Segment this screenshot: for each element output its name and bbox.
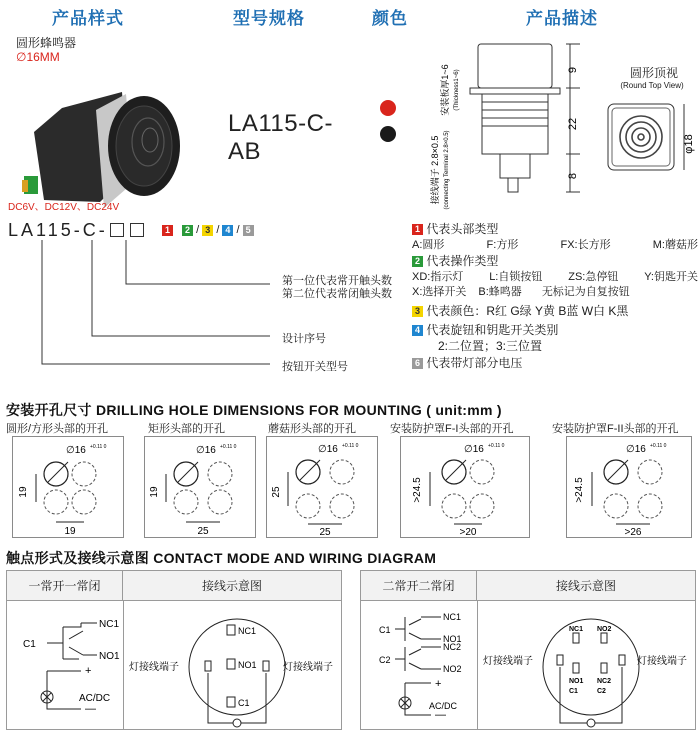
spec-2-item: X:选择开关 (412, 286, 467, 298)
drill-3-v: 25 (271, 486, 282, 498)
wiring-left-plus: + (85, 665, 92, 677)
spec-2-title-row (412, 252, 700, 268)
drill-caption-1: 圆形/方形头部的开孔 (6, 423, 109, 435)
drill-3-h: 25 (319, 527, 331, 538)
drill-2-dia: ∅16 (196, 445, 216, 456)
wiring-right-plus: + (435, 678, 442, 690)
code-box-green: 2 (182, 225, 193, 236)
wiring-left-mode: 一常开一常闭 (7, 571, 123, 601)
spec-2-item: L:自锁按钮 (489, 271, 543, 283)
drill-hole-1 (12, 436, 124, 538)
spec-2-line (412, 268, 700, 283)
drill-4-v: >24.5 (412, 477, 423, 503)
spec-4-title-row (412, 321, 700, 337)
spec-1-title: 代表头部类型 (426, 222, 499, 236)
top-view-title: 圆形顶视 (629, 66, 678, 80)
header-model-spec: 型号规格 (233, 9, 305, 28)
spec-3-num: 3 (412, 306, 423, 317)
spec-2-item: 无标记为自复按钮 (541, 286, 630, 298)
code-color-boxes (162, 224, 254, 236)
drill-5-v: >24.5 (574, 477, 585, 503)
spec-1-item: A:圆形 (412, 239, 445, 251)
wiring-right-c2: C2 (379, 655, 391, 665)
wiring-right-no2: NO2 (443, 664, 462, 674)
drill-caption-2: 矩形头部的开孔 (148, 423, 225, 435)
product-voltages: DC6V、DC12V、DC24V (8, 202, 120, 213)
dim-bot: 8 (567, 172, 579, 180)
circle-left-nc1: NC1 (238, 626, 257, 636)
drill-4-dia: ∅16 (464, 444, 484, 455)
wiring-left-minus: — (85, 703, 96, 715)
callout-nc-count: 第二位代表常闭触头数 (282, 288, 392, 300)
code-callout-lines (0, 236, 400, 366)
code-sep: / (216, 224, 220, 236)
wiring-left-diagram: 接线示意图 (123, 571, 341, 601)
top-view-en: (Round Top View) (620, 81, 684, 90)
wiring-left-nc1: NC1 (99, 619, 120, 630)
thickness-label: 安装板厚1~6 (440, 64, 450, 116)
spec-6-num: 6 (412, 358, 423, 369)
spec-2-item: Y:钥匙开关 (644, 271, 698, 283)
code-box-2 (130, 223, 144, 237)
spec-4-line (412, 337, 700, 354)
spec-6-row (412, 354, 700, 370)
spec-4-item: 2:二位置；3:三位置 (438, 339, 543, 353)
circle-right-no2: NO2 (597, 626, 612, 633)
circle-left-no1: NO1 (238, 660, 257, 670)
spec-1-item: M:蘑菇形 (652, 239, 698, 251)
wiring-right-c1: C1 (379, 625, 391, 635)
header-description: 产品描述 (526, 9, 598, 28)
code-prefix: LA115-C- (8, 220, 108, 240)
drill-4-h: >20 (459, 527, 477, 538)
drill-title: 安装开孔尺寸 DRILLING HOLE DIMENSIONS FOR MOUNTING ( unit:mm ) (6, 402, 502, 418)
wiring-right-no1: NO1 (443, 634, 462, 644)
callout-switch-model: 按钮开关型号 (282, 361, 348, 373)
contact-title: 触点形式及接线示意图 CONTACT MODE AND WIRING DIAGRAM (6, 550, 437, 566)
wiring-right-nc1: NC1 (443, 612, 462, 622)
circle-right-nc2: NC2 (597, 678, 612, 685)
spec-2-item: ZS:急停钮 (568, 271, 619, 283)
code-box-1 (110, 223, 124, 237)
thickness-en: (Thickness1~6) (454, 69, 460, 111)
spec-2-item: XD:指示灯 (412, 271, 464, 283)
drill-2-v: 19 (149, 486, 160, 498)
model-number: LA115-C-AB (228, 110, 333, 165)
color-swatch-black (380, 126, 396, 142)
spec-1-title-row (412, 220, 700, 236)
drill-5-h: >26 (624, 527, 642, 538)
wiring-right-nc2: NC2 (443, 642, 462, 652)
wiring-right-lamp-term2: 灯接线端子 (637, 656, 687, 667)
wiring-right-svg (361, 601, 695, 729)
drill-hole-5 (566, 436, 692, 538)
color-swatch-red (380, 100, 396, 116)
wiring-left-acdc: AC/DC (79, 693, 111, 704)
spec-2-num: 2 (412, 256, 423, 267)
wiring-left-lamp-term: 灯接线端子 (129, 662, 179, 673)
wiring-right-acdc: AC/DC (429, 701, 458, 711)
drill-5-dia: ∅16 (626, 444, 646, 455)
wiring-right-lamp-term: 灯接线端子 (483, 656, 533, 667)
spec-4-title: 代表旋钮和钥匙开关类别 (426, 323, 559, 337)
terminal-en: (connecting Terminal 2.8×0.5) (444, 130, 450, 210)
spec-3-title: 代表颜色：R红 G绿 Y黄 B蓝 W白 K黑 (426, 304, 629, 318)
terminal-label: 接线端子 2.8×0.5 (430, 135, 440, 205)
spec-1-line (412, 236, 700, 252)
code-box-grey: 5 (243, 225, 254, 236)
drill-2-tol: +0.11 0 (220, 444, 237, 450)
wiring-right-diagram: 接线示意图 (477, 571, 695, 601)
callout-no-count: 第一位代表常开触头数 (282, 275, 392, 287)
drill-3-dia: ∅16 (318, 444, 338, 455)
spec-6-title: 代表带灯部分电压 (426, 356, 523, 370)
callout-design-no: 设计序号 (282, 333, 326, 345)
drill-hole-2 (144, 436, 256, 538)
circle-right-no1: NO1 (569, 678, 584, 685)
spec-2-item: B:蜂鸣器 (478, 286, 522, 298)
spec-3-row (412, 299, 700, 321)
side-dimension-drawing (420, 30, 600, 220)
circle-right-c2: C2 (597, 688, 606, 695)
top-view-drawing (604, 96, 698, 186)
spec-2-line2 (412, 283, 700, 299)
header-bar (0, 0, 700, 28)
wiring-left-no1: NO1 (99, 651, 120, 662)
header-product-style: 产品样式 (52, 9, 124, 28)
drill-1-tol: +0.11 0 (90, 444, 107, 450)
wiring-left-svg (7, 601, 341, 729)
drill-4-tol: +0.11 0 (488, 443, 505, 449)
drill-caption-4: 安装防护罩F-I头部的开孔 (390, 423, 514, 435)
dim-top: 9 (567, 66, 579, 74)
color-swatches (376, 100, 400, 160)
product-photo-panel (4, 30, 228, 216)
drill-1-v: 19 (18, 486, 29, 498)
code-box-yellow: 3 (202, 225, 213, 236)
wiring-left-c1: C1 (23, 639, 36, 650)
drill-1-h: 19 (64, 526, 76, 537)
wiring-panel-left (6, 570, 342, 730)
spec-list (412, 220, 700, 370)
spec-1-num: 1 (412, 224, 423, 235)
drill-hole-3 (266, 436, 378, 538)
code-box-blue: 4 (222, 225, 233, 236)
wiring-left-lamp-term2: 灯接线端子 (283, 662, 333, 673)
dim-mid: 22 (567, 117, 579, 131)
code-box-red: 1 (162, 225, 173, 236)
wiring-panel-right (360, 570, 696, 730)
circle-left-c1: C1 (238, 698, 250, 708)
drill-caption-3: 蘑菇形头部的开孔 (268, 423, 356, 435)
product-size: ∅16MM (16, 50, 60, 64)
product-name: 圆形蜂鸣器 (16, 36, 77, 50)
spec-2-title: 代表操作类型 (426, 254, 499, 268)
drill-1-dia: ∅16 (66, 445, 86, 456)
drill-caption-5: 安装防护罩F-II头部的开孔 (552, 423, 679, 435)
code-sep: / (196, 224, 200, 236)
drill-2-h: 25 (197, 526, 209, 537)
drill-3-tol: +0.11 0 (342, 443, 359, 449)
top-view-dia: φ18 (683, 134, 695, 154)
code-sep: / (236, 224, 240, 236)
spec-1-item: FX:长方形 (560, 239, 611, 251)
wiring-right-mode: 二常开二常闭 (361, 571, 477, 601)
drill-hole-4 (400, 436, 530, 538)
wiring-right-minus: — (435, 709, 446, 721)
spec-1-item: F:方形 (486, 239, 519, 251)
spec-4-num: 4 (412, 325, 423, 336)
drill-5-tol: +0.11 0 (650, 443, 667, 449)
model-panel (228, 30, 354, 216)
header-color: 颜色 (372, 9, 408, 28)
circle-right-c1: C1 (569, 688, 578, 695)
circle-right-nc1: NC1 (569, 626, 584, 633)
